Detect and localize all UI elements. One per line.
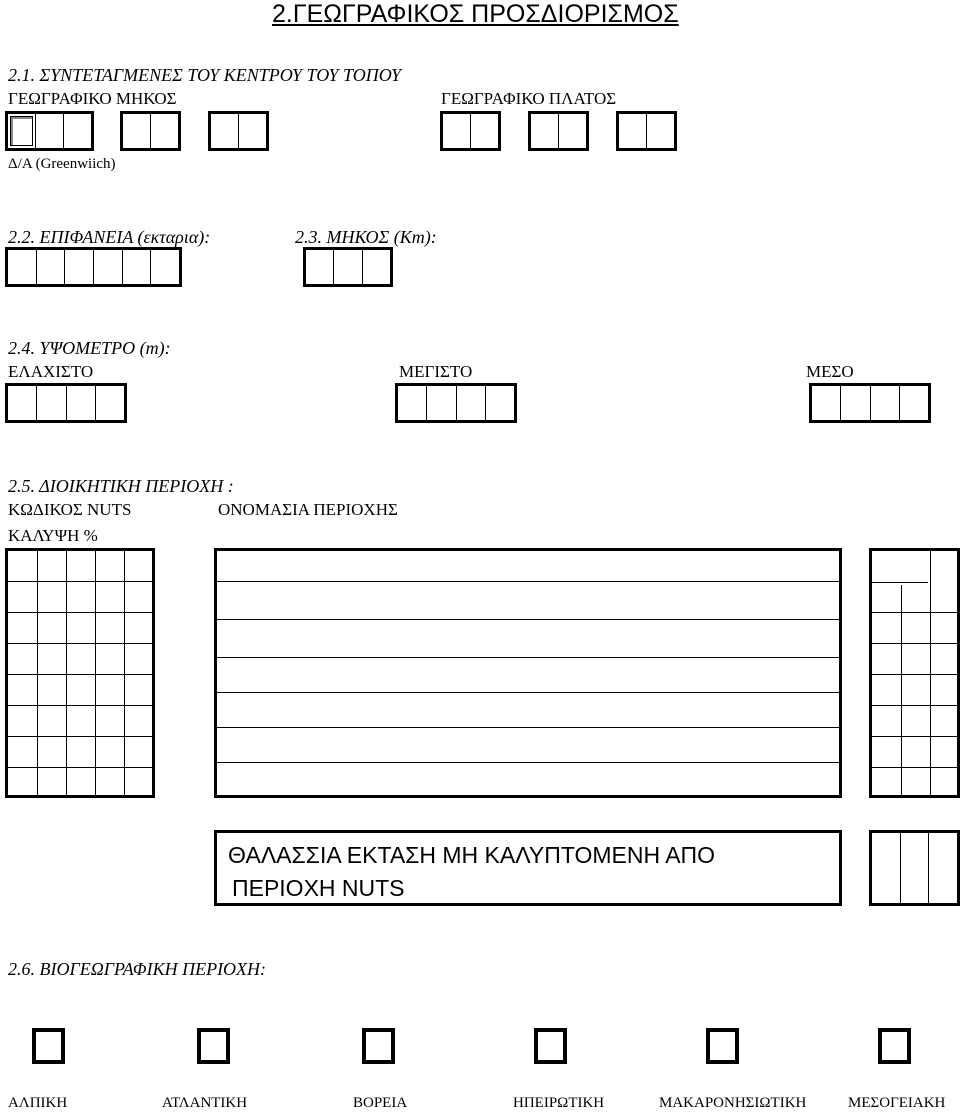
latitude-degrees-field[interactable]	[440, 111, 501, 151]
digit-cell[interactable]	[8, 250, 37, 284]
digit-cell[interactable]	[841, 386, 870, 420]
digit-cell[interactable]	[427, 386, 456, 420]
digit-cell[interactable]	[398, 386, 427, 420]
atlantic-checkbox[interactable]	[197, 1028, 230, 1064]
digit-cell[interactable]	[94, 250, 123, 284]
greenwich-note: Δ/Α (Greenwiich)	[8, 156, 116, 172]
marine-coverage-field[interactable]	[869, 830, 960, 906]
length-heading: 2.3. ΜΗΚΟΣ (Km):	[295, 227, 437, 247]
longitude-minutes-field[interactable]	[120, 111, 181, 151]
atlantic-label: ΑΤΛΑΝΤΙΚΗ	[162, 1095, 248, 1111]
digit-cell[interactable]	[306, 250, 334, 284]
longitude-seconds-field[interactable]	[208, 111, 269, 151]
digit-cell[interactable]	[647, 114, 674, 148]
digit-cell[interactable]	[443, 114, 471, 148]
digit-cell[interactable]	[812, 386, 841, 420]
digit-cell[interactable]	[901, 833, 930, 903]
digit-cell[interactable]	[486, 386, 514, 420]
boreal-checkbox[interactable]	[362, 1028, 395, 1064]
digit-cell[interactable]	[239, 114, 266, 148]
digit-cell[interactable]	[559, 114, 586, 148]
digit-cell[interactable]	[151, 114, 178, 148]
digit-cell[interactable]	[619, 114, 647, 148]
digit-cell[interactable]	[363, 250, 390, 284]
digit-cell[interactable]	[471, 114, 498, 148]
latitude-seconds-field[interactable]	[616, 111, 677, 151]
region-name-grid[interactable]	[214, 548, 842, 798]
digit-cell[interactable]	[334, 250, 362, 284]
macaronesian-checkbox[interactable]	[706, 1028, 739, 1064]
digit-cell[interactable]	[151, 250, 179, 284]
digit-cell[interactable]	[64, 114, 91, 148]
marine-area-line1: ΘΑΛΑΣΣΙΑ ΕΚΤΑΣΗ ΜΗ ΚΑΛΥΠΤΟΜΕΝΗ ΑΠΟ	[228, 842, 716, 868]
latitude-label: ΓΕΩΓΡΑΦΙΚΟ ΠΛΑΤΟΣ	[441, 89, 617, 108]
altitude-min-label: ΕΛΑΧΙΣΤΟ	[8, 362, 94, 381]
digit-cell[interactable]	[871, 386, 900, 420]
altitude-mean-field[interactable]	[809, 383, 931, 423]
digit-cell[interactable]	[65, 250, 94, 284]
nuts-code-label: ΚΩΔΙΚΟΣ NUTS	[8, 500, 132, 519]
digit-cell[interactable]	[8, 114, 36, 148]
continental-label: ΗΠΕΙΡΩΤΙΚΗ	[513, 1095, 605, 1111]
marine-area-line2: ΠΕΡΙΟΧΗ NUTS	[232, 875, 405, 901]
digit-cell[interactable]	[96, 386, 124, 420]
altitude-max-label: ΜΕΓΙΣΤΟ	[399, 362, 473, 381]
altitude-min-field[interactable]	[5, 383, 127, 423]
digit-cell[interactable]	[457, 386, 486, 420]
digit-cell[interactable]	[37, 250, 66, 284]
admin-heading: 2.5. ΔΙΟΙΚΗΤΙΚΗ ΠΕΡΙΟΧΗ :	[8, 476, 234, 496]
coords-heading: 2.1. ΣΥΝΤΕΤΑΓΜΕΝΕΣ ΤΟΥ ΚΕΝΤΡΟΥ ΤΟΥ ΤΟΠΟΥ	[8, 65, 401, 85]
digit-cell[interactable]	[37, 386, 66, 420]
altitude-mean-label: ΜΕΣΟ	[806, 362, 854, 381]
digit-cell[interactable]	[929, 833, 957, 903]
digit-cell[interactable]	[531, 114, 559, 148]
digit-cell[interactable]	[8, 386, 37, 420]
altitude-heading: 2.4. ΥΨΟΜΕΤΡΟ (m):	[8, 338, 171, 358]
mediterranean-checkbox[interactable]	[878, 1028, 911, 1064]
area-heading: 2.2. ΕΠΙΦΑΝΕΙΑ (εκταρια):	[8, 227, 211, 247]
digit-cell[interactable]	[67, 386, 96, 420]
boreal-label: ΒΟΡΕΙΑ	[353, 1095, 408, 1111]
biogeo-heading: 2.6. ΒΙΟΓΕΩΓΡΑΦΙΚΗ ΠΕΡΙΟΧΗ:	[8, 959, 267, 979]
digit-cell[interactable]	[900, 386, 928, 420]
digit-cell[interactable]	[123, 250, 152, 284]
digit-cell[interactable]	[872, 833, 901, 903]
alpine-checkbox[interactable]	[32, 1028, 65, 1064]
continental-checkbox[interactable]	[534, 1028, 567, 1064]
nuts-code-grid[interactable]	[5, 548, 155, 798]
area-field[interactable]	[5, 247, 182, 287]
digit-cell[interactable]	[36, 114, 64, 148]
region-name-label: ΟΝΟΜΑΣΙΑ ΠΕΡΙΟΧΗΣ	[218, 500, 398, 519]
digit-cell[interactable]	[123, 114, 151, 148]
digit-cell[interactable]	[211, 114, 239, 148]
coverage-label: ΚΑΛΥΨΗ %	[8, 526, 98, 545]
longitude-degrees-field[interactable]	[5, 111, 94, 151]
alpine-label: ΑΛΠΙΚΗ	[8, 1095, 68, 1111]
coverage-grid[interactable]	[869, 548, 960, 798]
page-title: 2.ΓΕΩΓΡΑΦΙΚΟΣ ΠΡΟΣΔΙΟΡΙΣΜΟΣ	[272, 0, 679, 28]
altitude-max-field[interactable]	[395, 383, 517, 423]
latitude-minutes-field[interactable]	[528, 111, 589, 151]
length-field[interactable]	[303, 247, 393, 287]
macaronesian-label: ΜΑΚΑΡΟΝΗΣΙΩΤΙΚΗ	[659, 1095, 807, 1111]
mediterranean-label: ΜΕΣΟΓΕΙΑΚΗ	[848, 1095, 946, 1111]
longitude-label: ΓΕΩΓΡΑΦΙΚΟ ΜΗΚΟΣ	[8, 89, 177, 108]
